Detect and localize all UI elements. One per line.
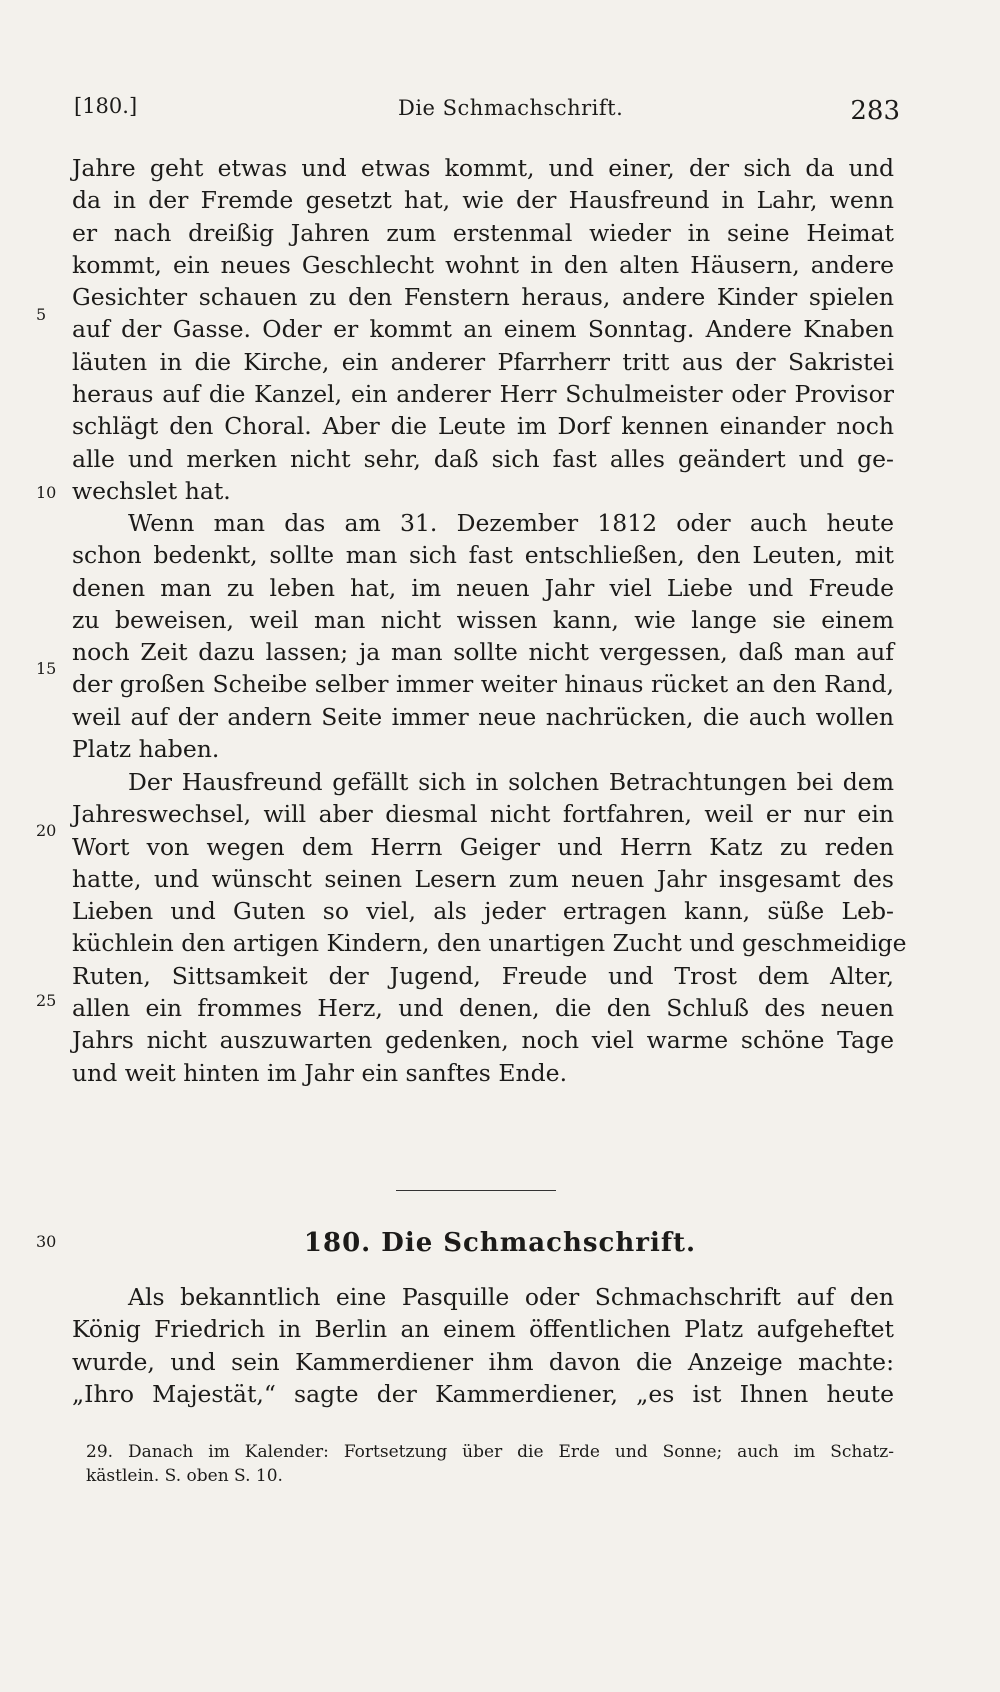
line-number: 30 xyxy=(36,1232,57,1251)
text-line: schon bedenkt, sollte man sich fast entschließen, den Leuten, mit xyxy=(72,541,894,570)
text-line: wurde, und sein Kammerdiener ihm davon die Anzeige machte: xyxy=(72,1347,894,1376)
page-header xyxy=(0,94,1000,134)
section-reference: [180.] xyxy=(74,94,138,118)
line-number: 5 xyxy=(36,305,47,324)
section-heading: 180. Die Schmachschrift. xyxy=(303,1228,697,1258)
text-line: Gesichter schauen zu den Fenstern heraus, andere Kinder spielen xyxy=(72,283,894,312)
text-line: Als bekanntlich eine Pasquille oder Schmachschrift auf den xyxy=(128,1283,894,1311)
text-line: König Friedrich in Berlin an einem öffentlichen Platz aufgeheftet xyxy=(72,1315,894,1344)
section-divider xyxy=(396,1190,556,1191)
text-line: denen man zu leben hat, im neuen Jahr viel Liebe und Freude xyxy=(72,573,894,602)
line-number: 15 xyxy=(36,659,57,678)
text-line: weil auf der andern Seite immer neue nachrücken, die auch wollen xyxy=(72,702,894,731)
text-line: da in der Fremde gesetzt hat, wie der Hausfreund in Lahr, wenn xyxy=(72,186,894,215)
text-line: heraus auf die Kanzel, ein anderer Herr Schulmeister oder Provisor xyxy=(72,380,894,409)
text-line: Jahre geht etwas und etwas kommt, und einer, der sich da und xyxy=(72,154,894,182)
text-line: Platz haben. xyxy=(72,735,220,764)
page-number: 283 xyxy=(850,96,900,126)
paragraph-4 xyxy=(72,1281,894,1410)
text-line: „Ihro Majestät,“ sagte der Kammerdiener, „es ist Ihnen heute xyxy=(72,1379,894,1408)
line-number: 10 xyxy=(36,483,57,502)
text-line: Ruten, Sittsamkeit der Jugend, Freude und Trost dem Alter, xyxy=(72,961,894,990)
text-line: hatte, und wünscht seinen Lesern zum neuen Jahr insgesamt des xyxy=(72,864,894,893)
footnote xyxy=(86,1440,894,1488)
paragraph-2 xyxy=(72,507,894,765)
text-line: küchlein den artigen Kindern, den unartigen Zucht und geschmeidige xyxy=(72,929,907,958)
text-line: läuten in die Kirche, ein anderer Pfarrherr tritt aus der Sakristei xyxy=(72,347,894,376)
text-line: er nach dreißig Jahren zum erstenmal wieder in seine Heimat xyxy=(72,218,894,247)
text-line: der großen Scheibe selber immer weiter hinaus rücket an den Rand, xyxy=(72,670,894,699)
text-line: noch Zeit dazu lassen; ja man sollte nicht vergessen, daß man auf xyxy=(72,638,894,667)
text-line: und weit hinten im Jahr ein sanftes Ende. xyxy=(72,1058,568,1087)
text-line: alle und merken nicht sehr, daß sich fast alles geändert und ge- xyxy=(72,444,894,473)
text-line: Jahrs nicht auszuwarten gedenken, noch viel warme schöne Tage xyxy=(72,1026,894,1055)
text-line: Wort von wegen dem Herrn Geiger und Herrn Katz zu reden xyxy=(72,832,894,861)
text-line: wechslet hat. xyxy=(72,476,231,505)
line-number: 20 xyxy=(36,821,57,840)
text-line: zu beweisen, weil man nicht wissen kann, wie lange sie einem xyxy=(72,605,894,634)
text-line: Lieben und Guten so viel, als jeder ertragen kann, süße Leb- xyxy=(72,897,894,926)
paragraph-1 xyxy=(72,152,894,507)
text-line: Der Hausfreund gefällt sich in solchen Betrachtungen bei dem xyxy=(128,768,894,796)
text-line: Jahreswechsel, will aber diesmal nicht fortfahren, weil er nur ein xyxy=(72,800,894,829)
footnote-line: kästlein. S. oben S. 10. xyxy=(86,1466,283,1486)
text-line: Wenn man das am 31. Dezember 1812 oder auch heute xyxy=(128,509,894,537)
text-line: schlägt den Choral. Aber die Leute im Dorf kennen einander noch xyxy=(72,412,894,441)
paragraph-3 xyxy=(72,766,907,1089)
line-number: 25 xyxy=(36,991,57,1010)
text-line: allen ein frommes Herz, und denen, die den Schluß des neuen xyxy=(72,994,894,1023)
running-title: Die Schmachschrift. xyxy=(398,96,624,120)
text-line: auf der Gasse. Oder er kommt an einem Sonntag. Andere Knaben xyxy=(72,315,894,344)
text-line: kommt, ein neues Geschlecht wohnt in den alten Häusern, andere xyxy=(72,250,894,279)
footnote-line: 29. Danach im Kalender: Fortsetzung über die Erde und Sonne; auch im Schatz- xyxy=(86,1442,894,1462)
